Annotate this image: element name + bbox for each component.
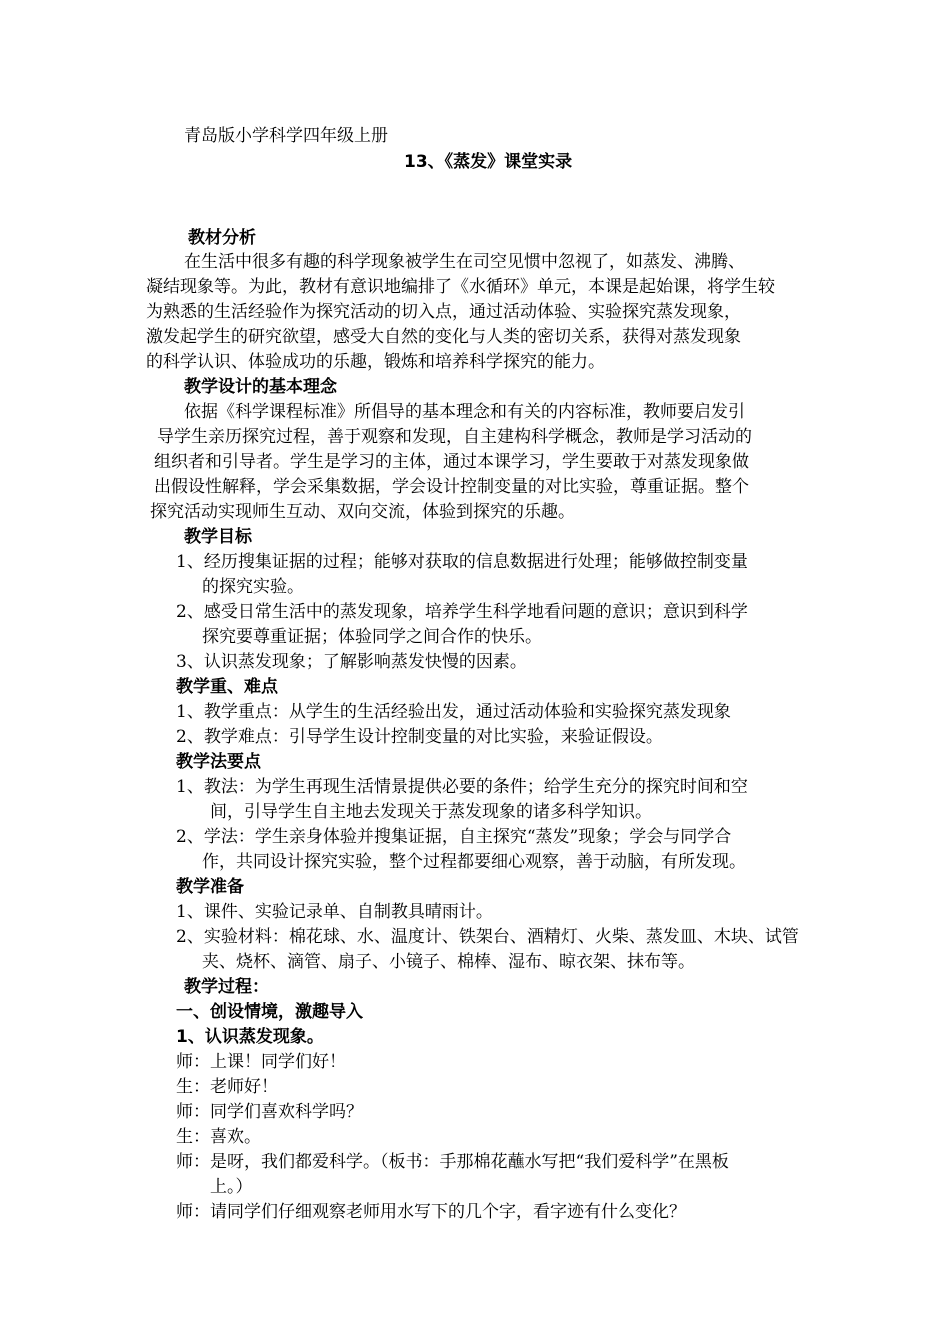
process-heading: 教学过程： <box>184 977 269 997</box>
keypoints-heading: 教学重、难点 <box>176 677 278 697</box>
methods-heading: 教学法要点 <box>176 752 261 772</box>
subsection-heading: 1、认识蒸发现象。 <box>176 1027 324 1047</box>
dialogue-line: 师：上课！同学们好！ <box>176 1052 346 1072</box>
concept-line: 导学生亲历探究过程，善于观察和发现，自主建构科学概念，教师是学习活动的 <box>157 427 752 447</box>
keypoints-line: 2、教学难点：引导学生设计控制变量的对比实验，来验证假设。 <box>176 727 663 747</box>
concept-line: 组织者和引导者。学生是学习的主体，通过本课学习，学生要敢于对蒸发现象做 <box>154 452 749 472</box>
prep-line: 夹、烧杯、滴管、扇子、小镜子、棉棒、湿布、晾衣架、抹布等。 <box>202 952 695 972</box>
analysis-line: 在生活中很多有趣的科学现象被学生在司空见惯中忽视了，如蒸发、沸腾、 <box>184 252 745 272</box>
dialogue-line: 生：老师好！ <box>176 1077 278 1097</box>
analysis-heading: 教材分析 <box>188 228 256 248</box>
analysis-line: 凝结现象等。为此，教材有意识地编排了《水循环》单元，本课是起始课，将学生较 <box>146 277 775 297</box>
analysis-line: 激发起学生的研究欲望，感受大自然的变化与人类的密切关系，获得对蒸发现象 <box>146 327 741 347</box>
analysis-line: 的科学认识、体验成功的乐趣，锻炼和培养科学探究的能力。 <box>146 352 605 372</box>
concept-line: 探究活动实现师生互动、双向交流，体验到探究的乐趣。 <box>150 502 575 522</box>
goals-heading: 教学目标 <box>184 527 252 547</box>
concept-line: 出假设性解释，学会采集数据，学会设计控制变量的对比实验，尊重证据。整个 <box>154 477 749 497</box>
methods-line: 2、学法：学生亲身体验并搜集证据，自主探究“蒸发”现象；学会与同学合 <box>176 827 732 847</box>
prep-heading: 教学准备 <box>176 877 244 897</box>
prep-line: 1、课件、实验记录单、自制教具晴雨计。 <box>176 902 493 922</box>
concept-heading: 教学设计的基本理念 <box>184 377 337 397</box>
series-label: 青岛版小学科学四年级上册 <box>184 126 388 146</box>
goals-line: 1、经历搜集证据的过程；能够对获取的信息数据进行处理；能够做控制变量 <box>176 552 748 572</box>
dialogue-line: 师：请同学们仔细观察老师用水写下的几个字，看字迹有什么变化？ <box>176 1202 686 1222</box>
keypoints-line: 1、教学重点：从学生的生活经验出发，通过活动体验和实验探究蒸发现象 <box>176 702 731 722</box>
goals-line: 探究要尊重证据；体验同学之间合作的快乐。 <box>202 627 542 647</box>
goals-line: 2、感受日常生活中的蒸发现象，培养学生科学地看问题的意识；意识到科学 <box>176 602 748 622</box>
dialogue-line: 生：喜欢。 <box>176 1127 261 1147</box>
methods-line: 间，引导学生自主地去发现关于蒸发现象的诸多科学知识。 <box>210 802 652 822</box>
dialogue-line: 师：同学们喜欢科学吗？ <box>176 1102 363 1122</box>
dialogue-line: 上。） <box>210 1177 253 1197</box>
prep-line: 2、实验材料：棉花球、水、温度计、铁架台、酒精灯、火柴、蒸发皿、木块、试管 <box>176 927 799 947</box>
goals-line: 的探究实验。 <box>202 577 304 597</box>
methods-line: 1、教法：为学生再现生活情景提供必要的条件；给学生充分的探究时间和空 <box>176 777 748 797</box>
section-heading: 一、创设情境，激趣导入 <box>176 1002 363 1022</box>
methods-line: 作，共同设计探究实验，整个过程都要细心观察，善于动脑，有所发现。 <box>202 852 746 872</box>
goals-line: 3、认识蒸发现象；了解影响蒸发快慢的因素。 <box>176 652 527 672</box>
analysis-line: 为熟悉的生活经验作为探究活动的切入点，通过活动体验、实验探究蒸发现象， <box>146 302 741 322</box>
concept-line: 依据《科学课程标准》所倡导的基本理念和有关的内容标准，教师要启发引 <box>184 402 745 422</box>
dialogue-line: 师：是呀，我们都爱科学。（板书：手那棉花蘸水写把“我们爱科学”在黑板 <box>176 1152 729 1172</box>
document-title: 13、《蒸发》课堂实录 <box>404 152 573 172</box>
